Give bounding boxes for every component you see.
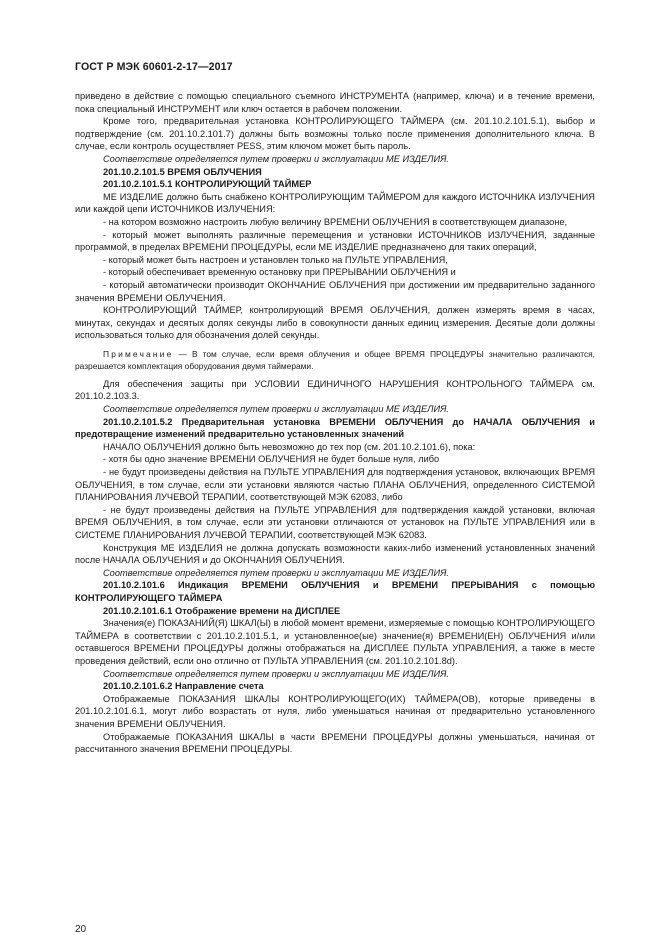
list-item: - который обеспечивает временную остановку при ПРЕРЫВАНИИ ОБЛУЧЕНИЯ и (103, 267, 456, 278)
page-number: 20 (75, 924, 87, 935)
section-heading: 201.10.2.101.6.1 Отображение времени на ДИСПЛЕЕ (103, 605, 341, 616)
paragraph: Отображаемые ПОКАЗАНИЯ ШКАЛЫ в части ВРЕМЕНИ ПРОЦЕДУРЫ должны уменьшаться, начиная от рассчитанного значения ВРЕМЕНИ ПРОЦЕДУРЫ. (75, 731, 595, 755)
paragraph: Значения(е) ПОКАЗАНИЙ(Я) ШКАЛ(Ы) в любой момент времени, измеряемые с помощью КОНТРОЛИРУЮЩЕГО ТАЙМЕРА в соответствии с 201.10.2.101.5.1, и установленное(ые) значение(я) ВРЕМЕНИ(ЕН) ОБЛУЧЕНИЯ и/или оставшегося ВРЕМЕНИ ПРОЦЕДУРЫ должны отображаться на ДИСПЛЕЕ ПУЛЬТА УПРАВЛЕНИЯ, а также в месте проведения действий, если оно отлично от ПУЛЬТА УПРАВЛЕНИЯ (см. 201.10.2.101.8d). (75, 618, 595, 666)
paragraph: Кроме того, предварительная установка КОНТРОЛИРУЮЩЕГО ТАЙМЕРА (см. 201.10.2.101.5.1), выбор и подтверждение (см. 201.10.2.101.7) должны быть возможны только после применения дополнительного ключа. В случае, если контроль осуществляет PESS, этим ключом может быть пароль. (75, 116, 595, 152)
document-body (75, 90, 595, 756)
note-label: Примечание (103, 348, 174, 359)
list-item: - не будут произведены действия на ПУЛЬТЕ УПРАВЛЕНИЯ для подтверждения каждой установки, включая ВРЕМЯ ОБЛУЧЕНИЯ, в том случае, если эти установки отличаются от установок на ПУЛЬТЕ УПРАВЛЕНИЯ или в СИСТЕМЕ ПЛАНИРОВАНИЯ ЛУЧЕВОЙ ТЕРАПИИ, соответствующей МЭК 62083. (75, 504, 595, 540)
paragraph: НАЧАЛО ОБЛУЧЕНИЯ должно быть невозможно до тех пор (см. 201.10.2.101.6), пока: (103, 441, 476, 452)
section-heading: 201.10.2.101.5.1 КОНТРОЛИРУЮЩИЙ ТАЙМЕР (103, 179, 312, 190)
list-item: - не будут произведены действия на ПУЛЬТЕ УПРАВЛЕНИЯ для подтверждения установок, включающих ВРЕМЯ ОБЛУЧЕНИЯ, в том случае, если эти установки являются частью ПЛАНА ОБЛУЧЕНИЯ, определенного СИСТЕМОЙ ПЛАНИРОВАНИЯ ЛУЧЕВОЙ ТЕРАПИИ, соответствующей МЭК 62083, либо (75, 467, 595, 503)
list-item: - на котором возможно настроить любую величину ВРЕМЕНИ ОБЛУЧЕНИЯ в соответствующем диапазоне, (103, 216, 568, 227)
paragraph: Конструкция МЕ ИЗДЕЛИЯ не должна допускать возможности каких-либо изменений установленных значений после НАЧАЛА ОБЛУЧЕНИЯ и до ОКОНЧАНИЯ ОБЛУЧЕНИЯ. (75, 542, 595, 566)
compliance-statement: Соответствие определяется путем проверки и эксплуатации МЕ ИЗДЕЛИЯ. (103, 668, 449, 679)
paragraph: Отображаемые ПОКАЗАНИЯ ШКАЛЫ КОНТРОЛИРУЮЩЕГО(ИХ) ТАЙМЕРА(ОВ), которые приведены в 201.10.2.101.6.1, могут либо возрастать от нуля, либо уменьшаться начиная от предварительно установленного значения ВРЕМЕНИ ОБЛУЧЕНИЯ. (75, 693, 595, 729)
section-heading: 201.10.2.101.5.2 Предварительная установка ВРЕМЕНИ ОБЛУЧЕНИЯ до НАЧАЛА ОБЛУЧЕНИЯ и предотвращение изменений предварительно установленных значений (75, 416, 595, 440)
paragraph: КОНТРОЛИРУЮЩИЙ ТАЙМЕР, контролирующий ВРЕМЯ ОБЛУЧЕНИЯ, должен измерять время в часах, минутах, секундах и десятых долях секунды либо в совокупности данных единиц измерения. Десятые доли должны использоваться только для обозначения долей секунды. (75, 305, 595, 341)
section-heading: 201.10.2.101.5 ВРЕМЯ ОБЛУЧЕНИЯ (103, 166, 262, 177)
list-item: - который автоматически производит ОКОНЧАНИЕ ОБЛУЧЕНИЯ при достижении им предварительно заданного значения ВРЕМЕНИ ОБЛУЧЕНИЯ. (75, 279, 595, 303)
note-text: — В том случае, если время облучения и общее ВРЕМЯ ПРОЦЕДУРЫ значительно различаются, разрешается комплектация оборудования двумя таймерами. (75, 348, 595, 371)
document-header: ГОСТ Р МЭК 60601-2-17—2017 (75, 61, 233, 73)
paragraph: Для обеспечения защиты при УСЛОВИИ ЕДИНИЧНОГО НАРУШЕНИЯ КОНТРОЛЬНОГО ТАЙМЕРА см. 201.10.2.103.3. (75, 378, 595, 402)
compliance-statement: Соответствие определяется путем проверки и эксплуатации МЕ ИЗДЕЛИЯ. (103, 404, 449, 415)
list-item: - хотя бы одно значение ВРЕМЕНИ ОБЛУЧЕНИЯ не будет больше нуля, либо (103, 454, 440, 465)
paragraph: приведено в действие с помощью специального съемного ИНСТРУМЕНТА (например, ключа) и в течение времени, пока специальный ИНСТРУМЕНТ или ключ остается в рабочем положении. (75, 91, 595, 114)
paragraph: МЕ ИЗДЕЛИЕ должно быть снабжено КОНТРОЛИРУЮЩИМ ТАЙМЕРОМ для каждого ИСТОЧНИКА ИЗЛУЧЕНИЯ или каждой цепи ИСТОЧНИКОВ ИЗЛУЧЕНИЯ: (75, 191, 595, 215)
list-item: - который может выполнять различные перемещения и установки ИСТОЧНИКОВ ИЗЛУЧЕНИЯ, заданные программой, в пределах ВРЕМЕНИ ПРОЦЕДУРЫ, если МЕ ИЗДЕЛИЕ предназначено для таких операций, (75, 229, 595, 253)
section-heading: 201.10.2.101.6 Индикация ВРЕМЕНИ ОБЛУЧЕНИЯ и ВРЕМЕНИ ПРЕРЫВАНИЯ с помощью КОНТРОЛИРУЮЩЕГО ТАЙМЕРА (75, 580, 595, 603)
list-item: - который может быть настроен и установлен только на ПУЛЬТЕ УПРАВЛЕНИЯ, (103, 254, 448, 265)
section-heading: 201.10.2.101.6.2 Направление счета (103, 681, 264, 692)
compliance-statement: Соответствие определяется путем проверки и эксплуатации МЕ ИЗДЕЛИЯ. (103, 567, 449, 578)
compliance-statement: Соответствие определяется путем проверки и эксплуатации МЕ ИЗДЕЛИЯ. (103, 153, 449, 164)
note (75, 348, 595, 372)
